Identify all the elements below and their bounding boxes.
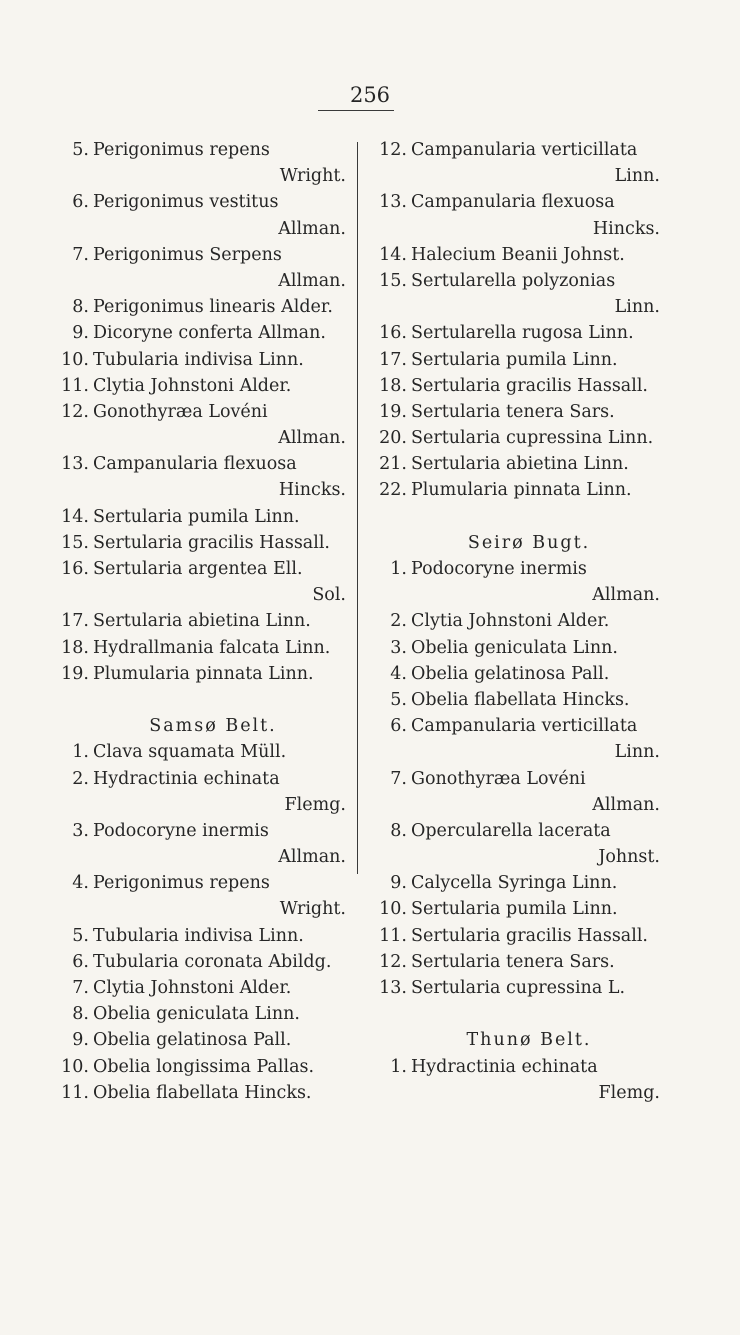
entry-number: 6. <box>390 716 407 737</box>
entry-number: 15. <box>379 270 407 291</box>
species-name: Hydrallmania falcata Linn. <box>93 637 331 658</box>
species-name: Sertularia tenera Sars. <box>411 951 615 972</box>
species-entry <box>366 766 662 792</box>
entry-number: 13. <box>379 192 407 213</box>
species-name: Plumularia pinnata Linn. <box>411 480 632 501</box>
species-name: Opercularella lacerata <box>411 820 611 841</box>
species-author: Allman. <box>278 218 346 239</box>
entry-number: 5. <box>72 925 89 946</box>
species-name: Sertularia cupressina L. <box>411 978 626 998</box>
species-entry <box>366 347 662 373</box>
species-name: Sertularia gracilis Hassall. <box>411 375 648 396</box>
species-entry <box>48 818 348 844</box>
entry-number: 20. <box>379 428 407 449</box>
entry-number: 9. <box>72 323 89 344</box>
species-name: Clytia Johnstoni Alder. <box>93 375 292 396</box>
species-name: Hydractinia echinata <box>93 768 280 789</box>
species-entry <box>366 137 662 163</box>
entry-number: 10. <box>379 899 407 920</box>
species-name: Podocoryne inermis <box>93 820 269 841</box>
species-entry <box>366 661 662 687</box>
species-name: Obelia geniculata Linn. <box>93 1004 300 1025</box>
species-name: Halecium Beanii Johnst. <box>411 244 625 265</box>
entry-number: 7. <box>72 244 89 265</box>
species-name: Clytia Johnstoni Alder. <box>411 611 610 632</box>
species-name: Calycella Syringa Linn. <box>411 873 618 894</box>
species-author: Wright. <box>279 166 346 187</box>
species-name: Obelia gelatinosa Pall. <box>411 663 610 684</box>
entry-number: 8. <box>390 820 407 841</box>
entry-number: 16. <box>379 323 407 344</box>
entry-number: 13. <box>61 454 89 475</box>
species-name: Sertularia pumila Linn. <box>411 899 618 920</box>
entry-number: 14. <box>61 506 89 527</box>
left-column <box>48 137 348 1106</box>
species-entry <box>366 399 662 425</box>
species-entry <box>366 556 662 582</box>
species-entry <box>48 923 348 949</box>
entry-number: 22. <box>379 480 407 501</box>
section-heading: Samsø Belt. <box>149 716 277 737</box>
entry-number: 2. <box>390 611 407 632</box>
species-name: Clava squamata Müll. <box>93 742 287 763</box>
species-name: Sertularia pumila Linn. <box>93 506 300 527</box>
species-name: Tubularia indivisa Linn. <box>93 925 304 946</box>
species-entry <box>366 870 662 896</box>
entry-number: 8. <box>72 1004 89 1025</box>
entry-number: 19. <box>61 663 89 684</box>
species-entry <box>366 189 662 215</box>
entry-number: 10. <box>61 1056 89 1077</box>
species-author: Allman. <box>278 847 346 868</box>
species-name: Campanularia verticillata <box>411 140 638 160</box>
entry-number: 18. <box>379 375 407 396</box>
entry-number: 9. <box>72 1030 89 1051</box>
species-entry <box>366 687 662 713</box>
species-author: Linn. <box>614 166 660 187</box>
species-name: Sertularia tenera Sars. <box>411 401 615 422</box>
species-author: Allman. <box>592 794 660 815</box>
species-name: Obelia flabellata Hincks. <box>93 1082 312 1103</box>
entry-number: 11. <box>379 925 407 946</box>
species-author: Hincks. <box>278 480 346 501</box>
entry-number: 17. <box>61 611 89 632</box>
species-author: Linn. <box>614 297 660 318</box>
species-name: Clytia Johnstoni Alder. <box>93 978 292 998</box>
species-name: Sertularia argentea Ell. <box>93 559 303 579</box>
species-entry <box>48 661 348 687</box>
species-entry <box>48 189 348 215</box>
entry-number: 3. <box>72 820 89 841</box>
entry-number: 4. <box>390 663 407 684</box>
species-entry <box>366 268 662 294</box>
entry-number: 21. <box>379 454 407 475</box>
entry-number: 8. <box>72 297 89 318</box>
species-entry <box>48 870 348 896</box>
species-entry <box>48 294 348 320</box>
species-entry <box>366 635 662 661</box>
species-entry <box>366 242 662 268</box>
species-entry <box>366 451 662 477</box>
species-author: Linn. <box>614 742 660 763</box>
entry-number: 9. <box>390 873 407 894</box>
species-name: Gonothyræa Lovéni <box>411 768 586 789</box>
species-name: Gonothyræa Lovéni <box>93 401 268 422</box>
species-name: Campanularia flexuosa <box>93 454 297 475</box>
entry-number: 11. <box>61 375 89 396</box>
page-number-rule <box>318 110 394 111</box>
species-name: Sertularia cupressina Linn. <box>411 428 654 449</box>
species-entry <box>48 556 348 582</box>
species-entry <box>366 608 662 634</box>
species-entry <box>366 1054 662 1080</box>
species-entry <box>48 1001 348 1027</box>
species-entry <box>366 425 662 451</box>
entry-number: 6. <box>72 951 89 972</box>
species-name: Hydractinia echinata <box>411 1056 598 1077</box>
species-author: Flemg. <box>284 794 346 815</box>
section-heading: Thunø Belt. <box>466 1030 592 1051</box>
species-entry <box>48 608 348 634</box>
species-entry <box>366 975 662 1001</box>
entry-number: 18. <box>61 637 89 658</box>
species-entry <box>48 766 348 792</box>
species-name: Dicoryne conferta Allman. <box>93 323 326 344</box>
right-column <box>366 137 662 1106</box>
species-name: Perigonimus linearis Alder. <box>93 297 333 318</box>
entry-number: 6. <box>72 192 89 213</box>
entry-number: 11. <box>61 1082 89 1103</box>
entry-number: 5. <box>390 689 407 710</box>
species-name: Tubularia coronata Abildg. <box>93 951 332 972</box>
species-name: Campanularia flexuosa <box>411 192 615 213</box>
species-name: Podocoryne inermis <box>411 559 587 579</box>
entry-number: 1. <box>390 559 407 579</box>
species-name: Perigonimus vestitus <box>93 192 279 213</box>
species-author: Wright. <box>279 899 346 920</box>
species-name: Perigonimus Serpens <box>93 244 282 265</box>
entry-number: 1. <box>390 1056 407 1077</box>
entry-number: 7. <box>390 768 407 789</box>
species-entry <box>48 635 348 661</box>
species-author: Sol. <box>312 585 346 606</box>
species-name: Campanularia verticillata <box>411 716 638 737</box>
page-number: 256 <box>349 83 391 107</box>
entry-number: 14. <box>379 244 407 265</box>
species-entry <box>366 818 662 844</box>
entry-number: 13. <box>379 978 407 998</box>
entry-number: 12. <box>379 140 407 160</box>
entry-number: 19. <box>379 401 407 422</box>
species-name: Sertularia gracilis Hassall. <box>411 925 648 946</box>
section-heading: Seirø Bugt. <box>467 532 591 553</box>
species-entry <box>366 949 662 975</box>
species-entry <box>48 399 348 425</box>
species-entry <box>48 451 348 477</box>
species-entry <box>366 923 662 949</box>
species-name: Sertularella rugosa Linn. <box>411 323 634 344</box>
species-entry <box>48 347 348 373</box>
entry-number: 12. <box>61 401 89 422</box>
entry-number: 3. <box>390 637 407 658</box>
entry-number: 5. <box>72 140 89 160</box>
species-entry <box>48 975 348 1001</box>
species-name: Sertularella polyzonias <box>411 270 616 291</box>
species-author: Hincks. <box>592 218 660 239</box>
species-author: Allman. <box>592 585 660 606</box>
species-name: Obelia geniculata Linn. <box>411 637 618 658</box>
entry-number: 15. <box>61 532 89 553</box>
species-entry <box>48 1027 348 1053</box>
species-name: Plumularia pinnata Linn. <box>93 663 314 684</box>
species-name: Tubularia indivisa Linn. <box>93 349 304 370</box>
species-entry <box>48 949 348 975</box>
entry-number: 16. <box>61 559 89 579</box>
species-name: Obelia longissima Pallas. <box>93 1056 315 1077</box>
species-entry <box>48 530 348 556</box>
species-entry <box>48 137 348 163</box>
spacer <box>48 687 348 713</box>
entry-number: 7. <box>72 978 89 998</box>
species-entry <box>48 320 348 346</box>
entry-number: 4. <box>72 873 89 894</box>
species-entry <box>48 242 348 268</box>
species-author: Allman. <box>278 270 346 291</box>
species-name: Perigonimus repens <box>93 873 270 894</box>
entry-number: 10. <box>61 349 89 370</box>
spacer <box>366 1001 662 1027</box>
species-name: Sertularia abietina Linn. <box>411 454 629 475</box>
species-entry <box>48 739 348 765</box>
entry-number: 17. <box>379 349 407 370</box>
species-name: Sertularia gracilis Hassall. <box>93 532 330 553</box>
species-author: Flemg. <box>598 1082 660 1103</box>
species-entry <box>48 1080 348 1106</box>
column-divider <box>357 142 358 874</box>
species-name: Obelia gelatinosa Pall. <box>93 1030 292 1051</box>
species-entry <box>48 1054 348 1080</box>
species-entry <box>366 320 662 346</box>
species-author: Johnst. <box>598 847 660 868</box>
species-entry <box>366 477 662 503</box>
species-name: Sertularia pumila Linn. <box>411 349 618 370</box>
species-name: Sertularia abietina Linn. <box>93 611 311 632</box>
species-name: Obelia flabellata Hincks. <box>411 689 630 710</box>
entry-number: 12. <box>379 951 407 972</box>
species-name: Perigonimus repens <box>93 140 270 160</box>
species-entry <box>48 504 348 530</box>
species-entry <box>366 713 662 739</box>
species-entry <box>366 896 662 922</box>
spacer <box>366 504 662 530</box>
entry-number: 1. <box>72 742 89 763</box>
entry-number: 2. <box>72 768 89 789</box>
species-author: Allman. <box>278 428 346 449</box>
species-entry <box>366 373 662 399</box>
species-entry <box>48 373 348 399</box>
